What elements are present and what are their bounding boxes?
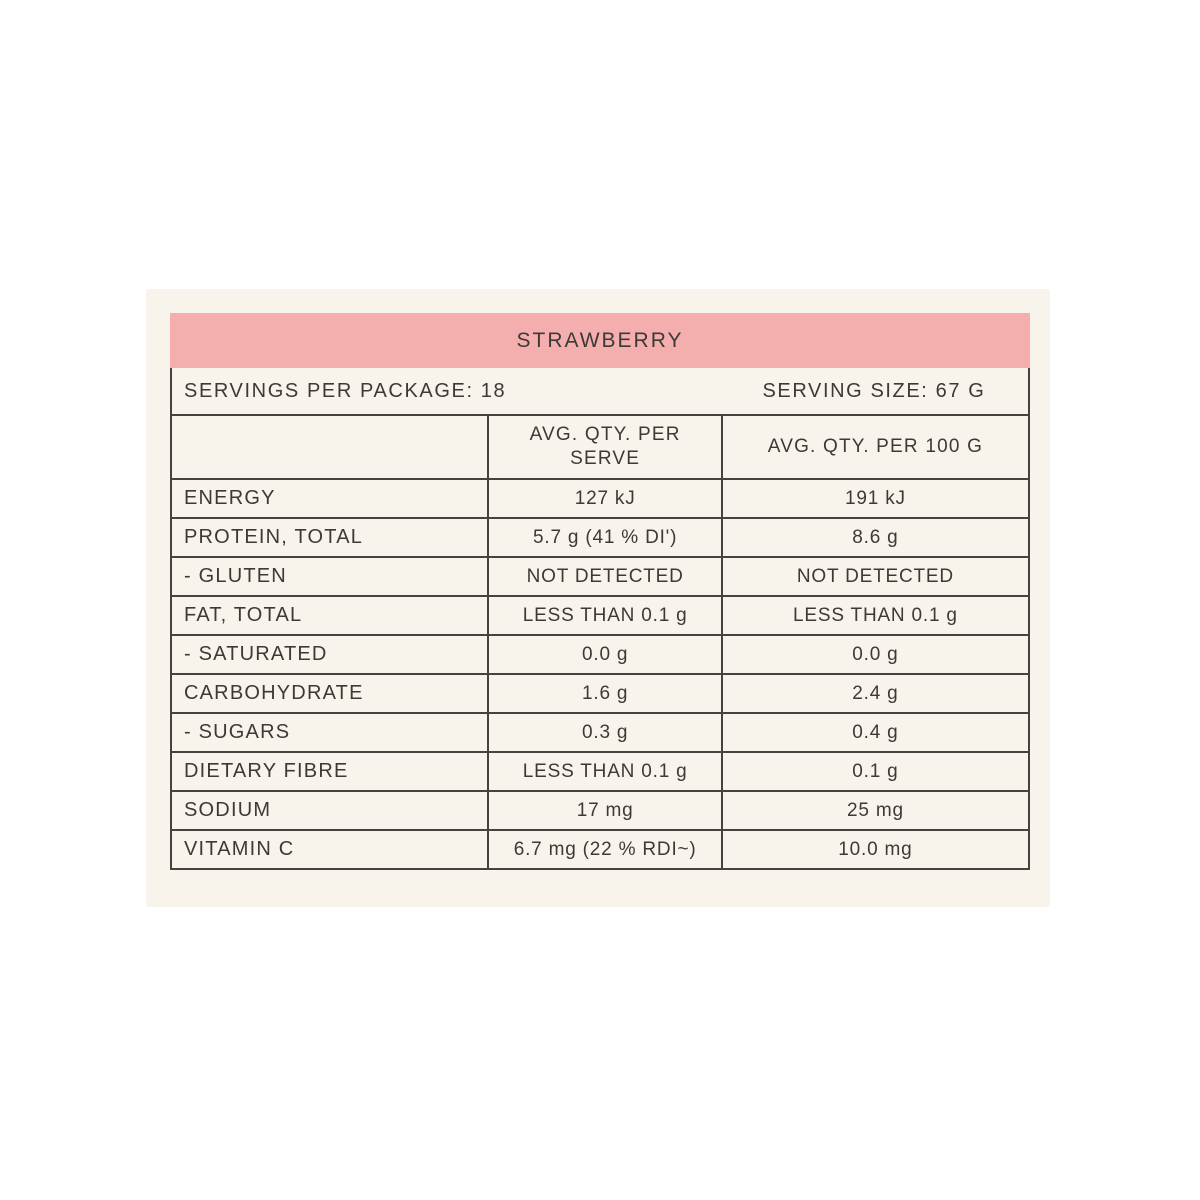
per-serve-value: 0.0 g	[488, 635, 721, 674]
table-row-carbohydrate	[171, 674, 1029, 713]
per-serve-value: 6.7 mg (22 % RDI~)	[488, 830, 721, 869]
column-header-per-100g: AVG. QTY. PER 100 G	[722, 415, 1029, 479]
column-header-per-serve: AVG. QTY. PER SERVE	[488, 415, 721, 479]
row-label: SODIUM	[171, 791, 488, 830]
per-100g-value: NOT DETECTED	[722, 557, 1029, 596]
table-row-dietary-fibre	[171, 752, 1029, 791]
servings-per-package: SERVINGS PER PACKAGE: 18	[184, 379, 507, 402]
table-row-saturated	[171, 635, 1029, 674]
per-100g-value: 8.6 g	[722, 518, 1029, 557]
row-label: FAT, TOTAL	[171, 596, 488, 635]
row-label: CARBOHYDRATE	[171, 674, 488, 713]
per-100g-value: 0.0 g	[722, 635, 1029, 674]
per-100g-value: 191 kJ	[722, 479, 1029, 518]
per-100g-value: 0.4 g	[722, 713, 1029, 752]
flavour-title-bar	[170, 313, 1030, 368]
per-serve-value: 1.6 g	[488, 674, 721, 713]
per-100g-value: 0.1 g	[722, 752, 1029, 791]
row-label: ENERGY	[171, 479, 488, 518]
table-row-energy	[171, 479, 1029, 518]
flavour-title: STRAWBERRY	[516, 328, 684, 352]
table-row-sugars	[171, 713, 1029, 752]
per-100g-value: 10.0 mg	[722, 830, 1029, 869]
serving-size: SERVING SIZE: 67 G	[762, 379, 986, 402]
column-header-row	[171, 415, 1029, 479]
per-serve-value: LESS THAN 0.1 g	[488, 596, 721, 635]
per-serve-value: 17 mg	[488, 791, 721, 830]
per-100g-value: LESS THAN 0.1 g	[722, 596, 1029, 635]
per-serve-value: NOT DETECTED	[488, 557, 721, 596]
nutrition-panel	[146, 289, 1050, 907]
servings-row	[171, 368, 1029, 415]
row-label: DIETARY FIBRE	[171, 752, 488, 791]
table-row-fat	[171, 596, 1029, 635]
servings-info	[172, 380, 1028, 403]
per-serve-value: 127 kJ	[488, 479, 721, 518]
row-label: - SATURATED	[171, 635, 488, 674]
per-100g-value: 25 mg	[722, 791, 1029, 830]
nutrition-table	[170, 368, 1030, 870]
per-serve-value: LESS THAN 0.1 g	[488, 752, 721, 791]
per-100g-value: 2.4 g	[722, 674, 1029, 713]
row-label: - GLUTEN	[171, 557, 488, 596]
per-serve-value: 0.3 g	[488, 713, 721, 752]
table-row-vitamin-c	[171, 830, 1029, 869]
column-header-blank	[171, 415, 488, 479]
table-row-protein	[171, 518, 1029, 557]
row-label: PROTEIN, TOTAL	[171, 518, 488, 557]
table-row-sodium	[171, 791, 1029, 830]
row-label: VITAMIN C	[171, 830, 488, 869]
per-serve-value: 5.7 g (41 % DI')	[488, 518, 721, 557]
row-label: - SUGARS	[171, 713, 488, 752]
table-row-gluten	[171, 557, 1029, 596]
